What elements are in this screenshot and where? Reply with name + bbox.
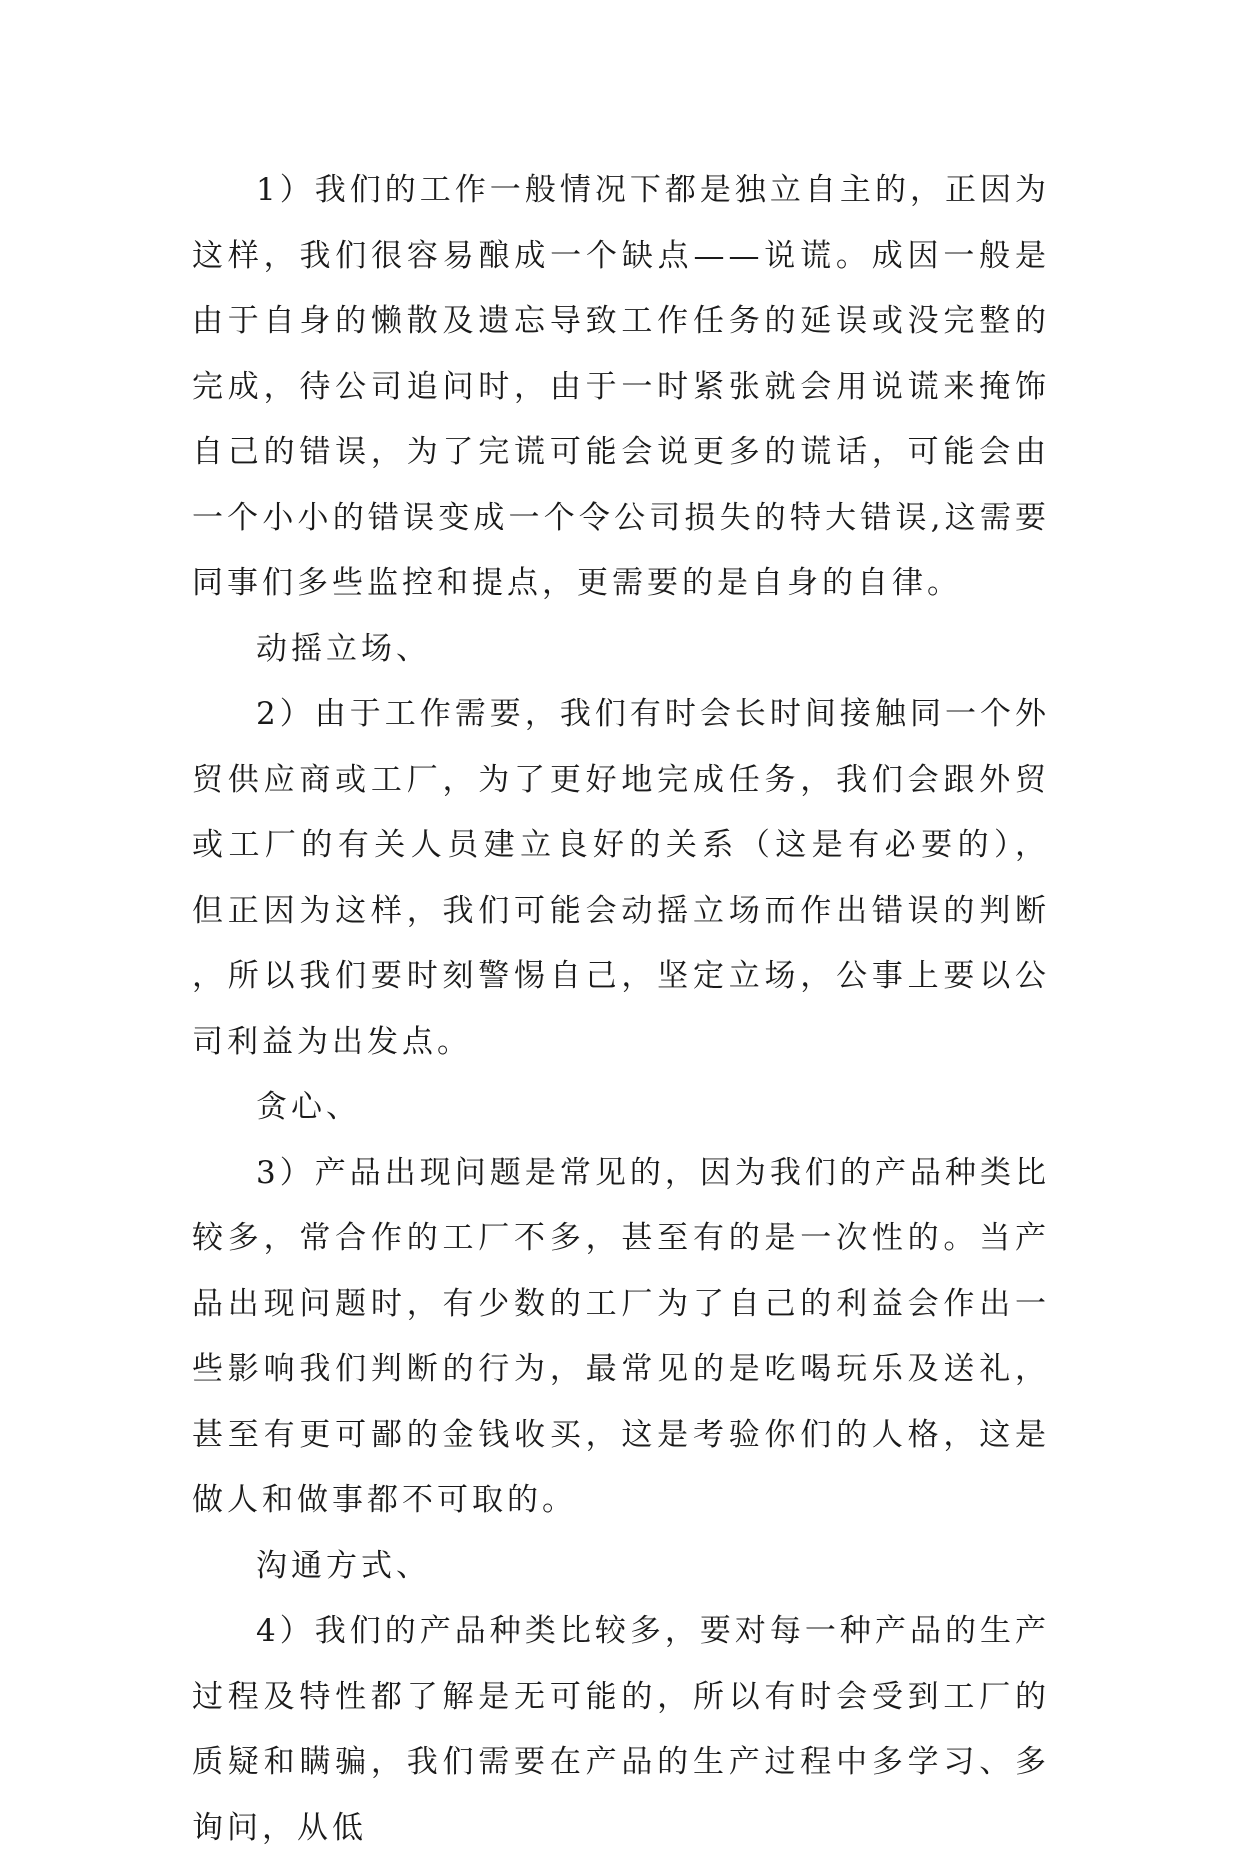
paragraph-greed: 3）产品出现问题是常见的，因为我们的产品种类比较多，常合作的工厂不多，甚至有的是一次性的。当产品出现问题时，有少数的工厂为了自己的利益会作出一些影响我们判断的行为，最常见的是吃喝玩乐及送礼，甚至有更可鄙的金钱收买，这是考验你们的人格，这是做人和做事都不可取的。 (192, 1154, 1050, 1518)
paragraph-communication: 4）我们的产品种类比较多，要对每一种产品的生产过程及特性都了解是无可能的，所以有时会受到工厂的质疑和瞒骗，我们需要在产品的生产过程中多学习、多询问，从低 (192, 1613, 1050, 1846)
paragraph-lying: 1）我们的工作一般情况下都是独立自主的，正因为这样，我们很容易酿成一个缺点——说谎。成因一般是由于自身的懒散及遗忘导致工作任务的延误或没完整的完成，待公司追问时，由于一时紧张就会用说谎来掩饰自己的错误，为了完谎可能会说更多的谎话，可能会由一个小小的错误变成一个令公司损失的特大错误,这需要同事们多些监控和提点，更需要的是自身的自律。 (192, 172, 1050, 601)
heading-greed: 贪心、 (256, 1089, 361, 1125)
document-body (192, 158, 1050, 1861)
heading-wavering-stance: 动摇立场、 (256, 630, 431, 667)
heading-communication: 沟通方式、 (256, 1547, 431, 1584)
paragraph-stance: 2）由于工作需要，我们有时会长时间接触同一个外贸供应商或工厂，为了更好地完成任务，我们会跟外贸或工厂的有关人员建立良好的关系（这是有必要的），但正因为这样，我们可能会动摇立场而作出错误的判断，所以我们要时刻警惕自己，坚定立场，公事上要以公司利益为出发点。 (192, 696, 1050, 1060)
